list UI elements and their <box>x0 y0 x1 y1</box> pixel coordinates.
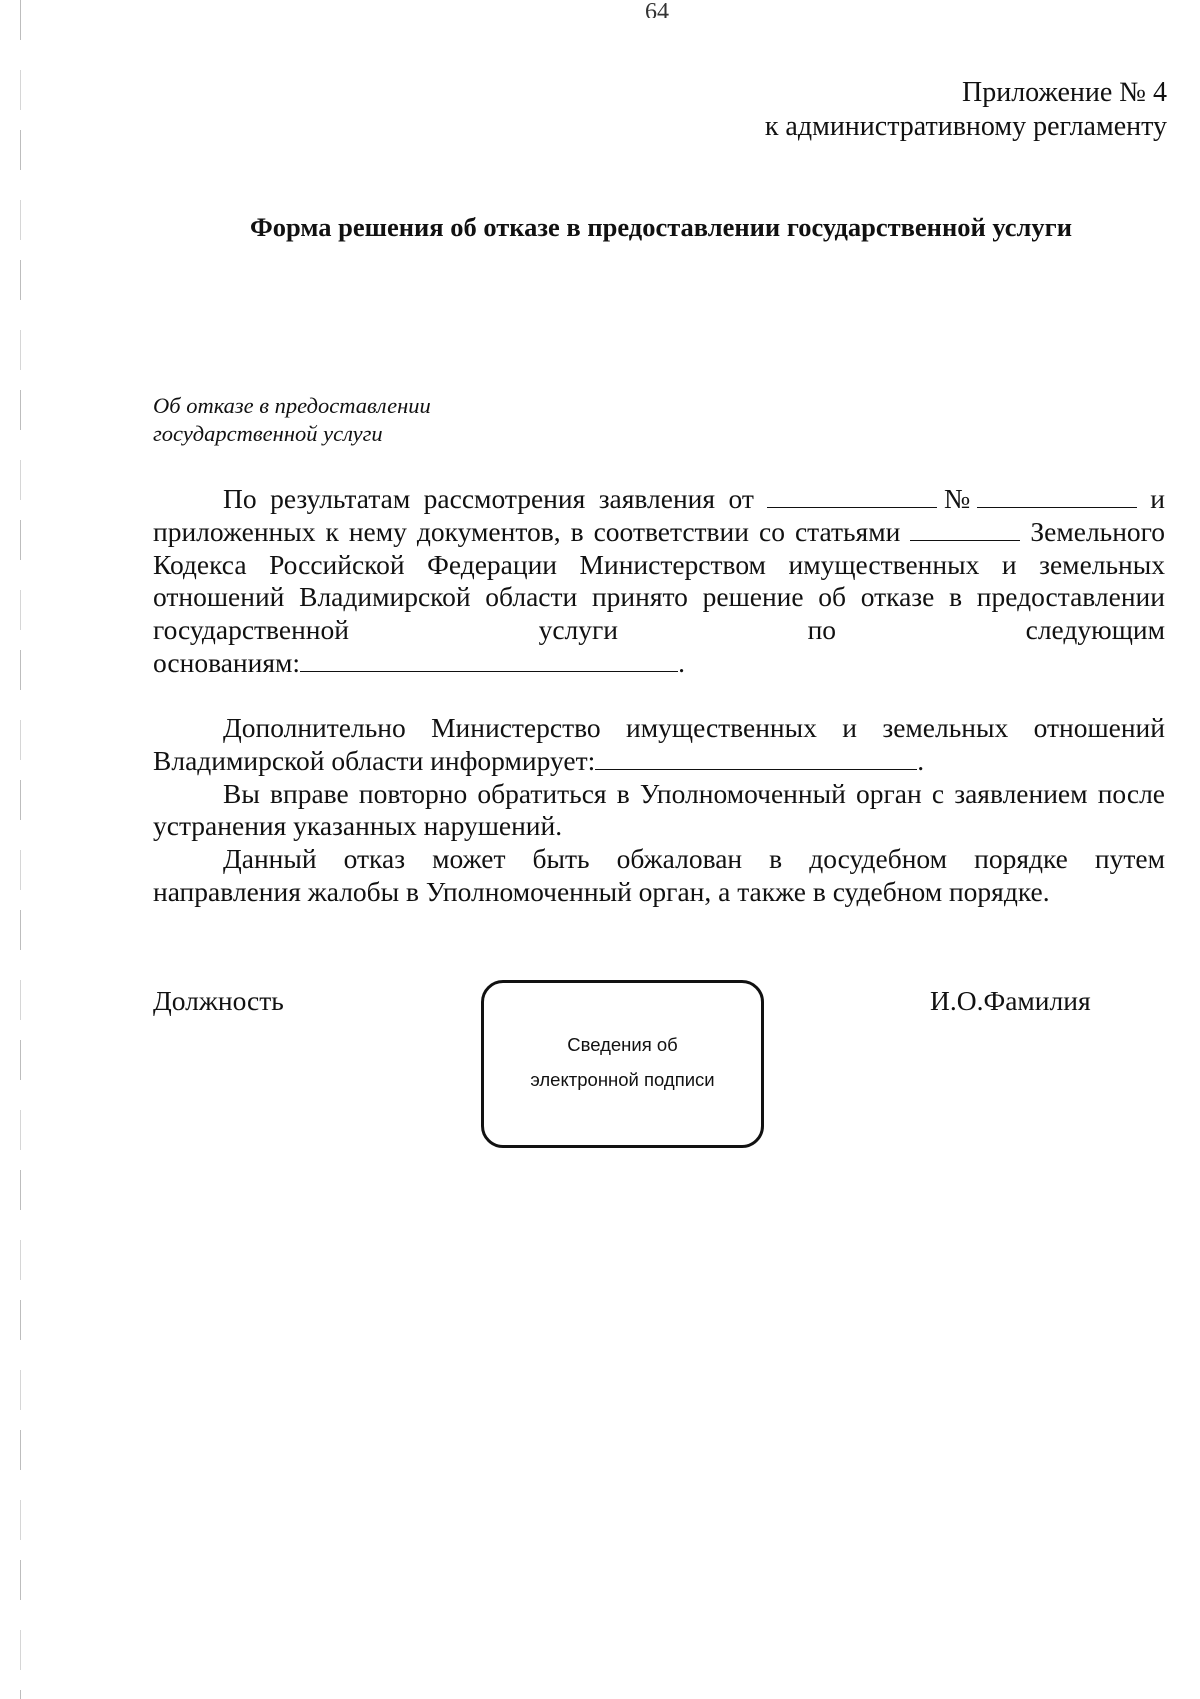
information-blank <box>595 745 917 770</box>
application-date-blank <box>767 483 937 508</box>
additional-line-1: Дополнительно Министерство имущественных и земельных отношений <box>223 712 1165 743</box>
signatory-position: Должность <box>153 985 284 1016</box>
additional-line-3: Вы вправе повторно обратиться в Уполномоченный орган с заявлением после <box>223 777 1165 809</box>
articles-blank <box>910 516 1020 541</box>
document-title: Форма решения об отказе в предоставлении государственной услуги <box>250 212 1072 242</box>
scan-margin-artifact <box>20 0 21 1699</box>
additional-line-4: устранения указанных нарушений. <box>153 810 563 842</box>
decision-line-4: отношений Владимирской области принято решение об отказе в предоставлении <box>153 581 1165 613</box>
subject-line-2: государственной услуги <box>153 421 383 446</box>
paragraph-decision <box>153 483 1165 680</box>
subject-line-1: Об отказе в предоставлении <box>153 393 431 418</box>
paragraph-additional <box>153 712 1165 909</box>
application-number-blank <box>977 483 1137 508</box>
decision-line-2: приложенных к нему документов, в соответствии со статьями Земельного <box>153 515 1166 547</box>
page-number: 64 <box>645 0 669 18</box>
additional-line-2: Владимирской области информирует: . <box>153 744 925 776</box>
signatory-name: И.О.Фамилия <box>930 985 1091 1016</box>
stamp-line-2: электронной подписи <box>530 1069 715 1090</box>
electronic-signature-stamp <box>481 980 764 1148</box>
annex-number: Приложение № 4 <box>962 77 1167 108</box>
decision-line-1: По результатам рассмотрения заявления от № и <box>223 483 1165 514</box>
decision-line-6: основаниям: . <box>153 646 685 678</box>
decision-line-5: государственной услуги по следующим <box>153 614 1165 646</box>
annex-header <box>765 76 1167 144</box>
subject-caption <box>153 392 431 448</box>
decision-line-3: Кодекса Российской Федерации Министерством имущественных и земельных <box>153 548 1165 580</box>
grounds-blank <box>300 647 678 672</box>
annex-reference: к административному регламенту <box>764 111 1167 142</box>
additional-line-6: направления жалобы в Уполномоченный орган, а также в судебном порядке. <box>153 875 1050 907</box>
additional-line-5: Данный отказ может быть обжалован в досудебном порядке путем <box>223 843 1165 875</box>
stamp-line-1: Сведения об <box>567 1034 678 1055</box>
